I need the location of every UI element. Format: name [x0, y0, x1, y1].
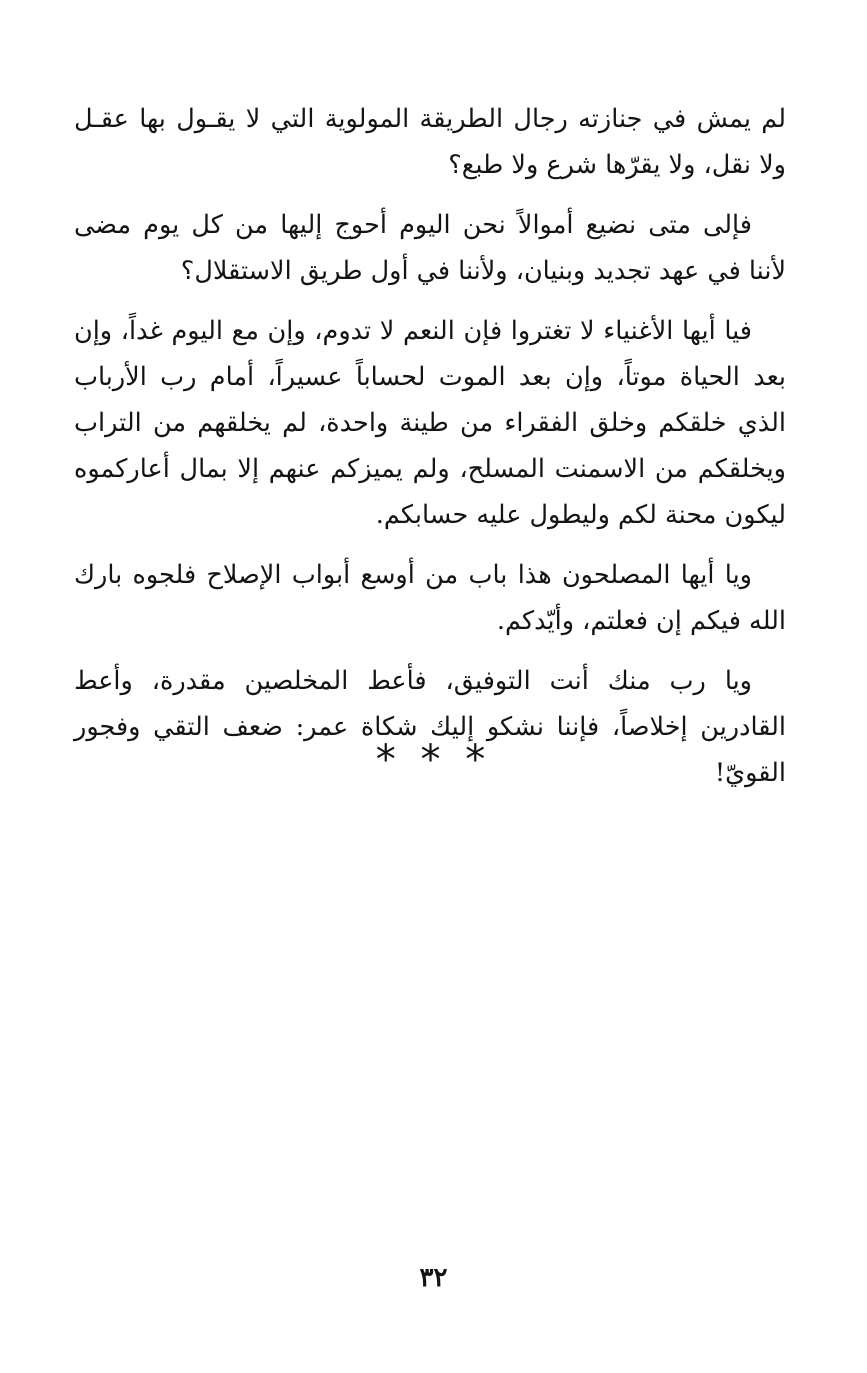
section-separator: * * * — [375, 737, 492, 783]
paragraph: ويا رب منك أنت التوفيق، فأعط المخلصين مقدرة، وأعط القادرين إخلاصاً، فإننا نشكو إليك شكاة عمر: ضعف التقي وفجور القويّ! — [74, 666, 786, 788]
paragraph: فإلى متى نضيع أموالاً نحن اليوم أحوج إليها من كل يوم مضى لأننا في عهد تجديد وبنيان، ولأننا في أول طريق الاستقلال؟ — [74, 210, 786, 286]
page-number: ٣٢ — [419, 1263, 448, 1293]
body-text — [74, 96, 786, 810]
paragraph: فيا أيها الأغنياء لا تغتروا فإن النعم لا تدوم، وإن مع اليوم غداً، وإن بعد الحياة موتاً، وإن بعد الموت لحساباً عسيراً، أمام رب الأرباب الذي خلقكم وخلق الفقراء من طينة واحدة، لم يخلقهم من التراب ويخلقكم من الاسمنت المسلح، ولم يميزكم عنهم إلا بمال أعاركموه ليكون محنة لكم وليطول عليه حسابكم. — [74, 316, 786, 530]
paragraph: ويا أيها المصلحون هذا باب من أوسع أبواب الإصلاح فلجوه بارك الله فيكم إن فعلتم، وأيّدكم. — [74, 560, 786, 636]
paragraph-continuation: لم يمش في جنازته رجال الطريقة المولوية التي لا يقـول بها عقـل ولا نقل، ولا يقرّها شرع ولا طبع؟ — [74, 104, 786, 180]
